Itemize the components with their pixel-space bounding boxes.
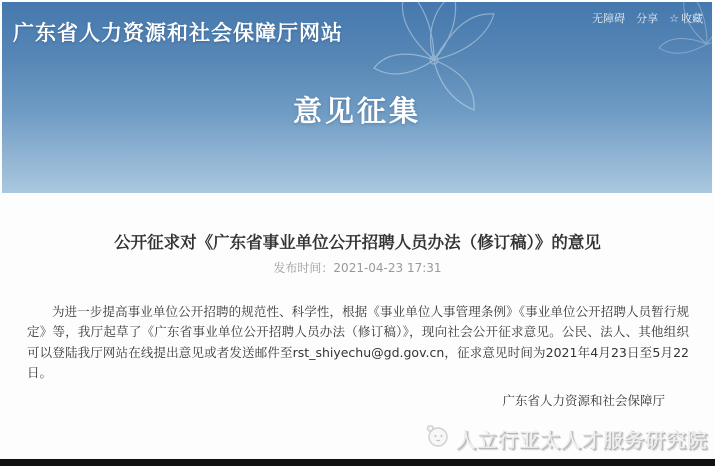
share-link-label: 分享 (636, 12, 659, 25)
page-banner (2, 2, 712, 193)
article-signature: 广东省人力资源和社会保障厅 (502, 393, 665, 408)
mascot-logo-icon (424, 423, 450, 453)
watermark-text: 人立行亚太人才服务研究院 (456, 427, 708, 452)
accessibility-link-label: 无障碍 (592, 12, 626, 25)
watermark (424, 423, 708, 453)
banner-title: 意见征集 (292, 94, 421, 128)
article-body: 为进一步提高事业单位公开招聘的规范性、科学性，根据《事业单位人事管理条例》《事业单位公开招聘人员暂行规定》等，我厅起草了《广东省事业单位公开招聘人员办法（修订稿）》，现向社会公开征求意见。公民、法人、其他组织可以登陆我厅网站在线提出意见或者发送邮件至rst_shiyechu@gd.gov.cn，征求意见时间为2021年4月23日至5月22日。 (27, 304, 689, 380)
site-title: 广东省人力资源和社会保障厅网站 (13, 21, 343, 45)
article-title: 公开征求对《广东省事业单位公开招聘人员办法（修订稿）》的意见 (114, 233, 601, 252)
favorite-link[interactable] (669, 10, 703, 26)
publish-time: 发布时间：2021-04-23 17:31 (273, 261, 442, 275)
star-icon: ☆ (669, 11, 679, 25)
share-link[interactable] (636, 10, 658, 26)
utility-bar (592, 10, 703, 26)
accessibility-link[interactable] (592, 10, 625, 26)
favorite-link-label: 收藏 (681, 12, 703, 25)
bottom-border-bar (0, 459, 715, 466)
